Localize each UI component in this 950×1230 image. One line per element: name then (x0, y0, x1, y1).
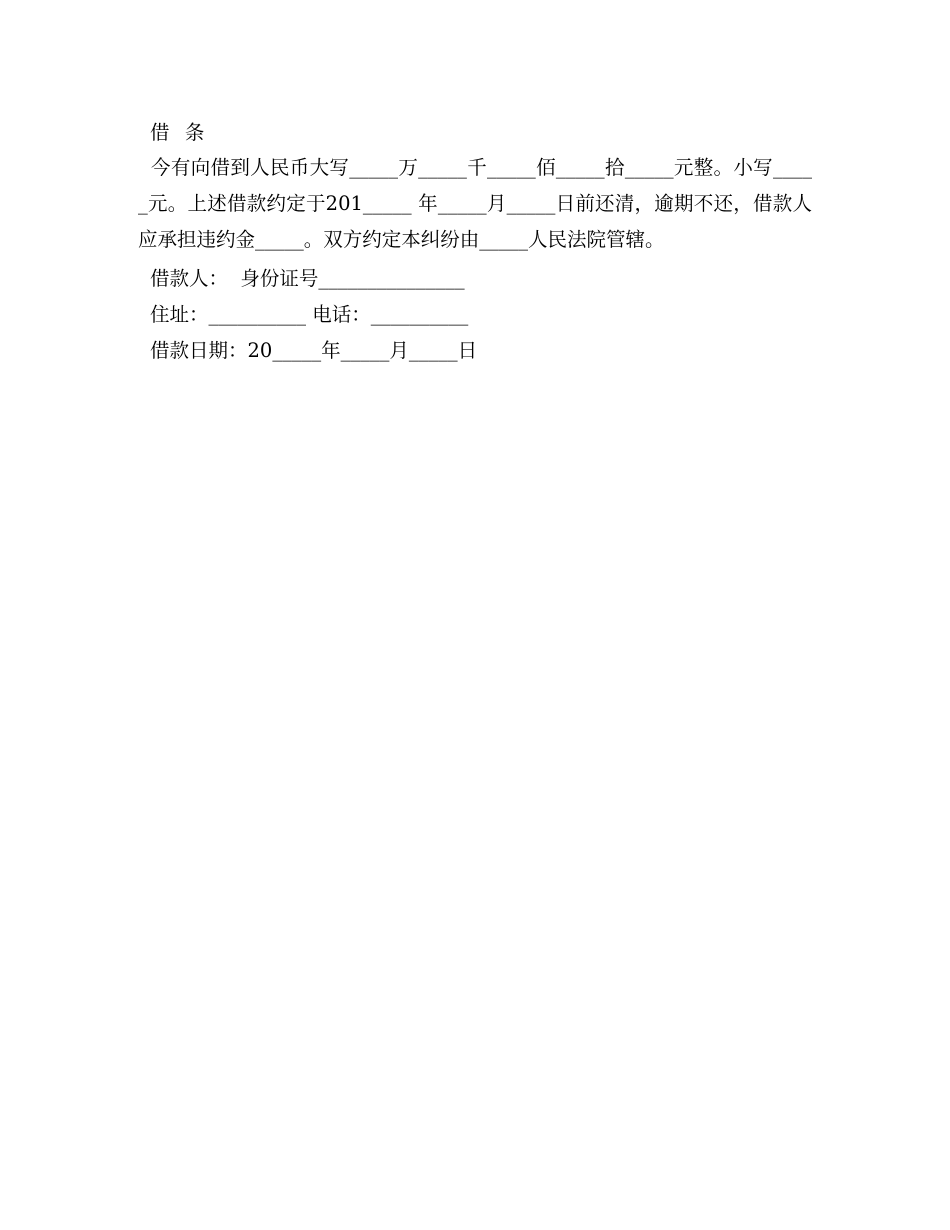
address-phone-line: 住址：__________ 电话：__________ (150, 303, 469, 326)
iou-document (138, 118, 812, 366)
borrower-id-line: 借款人： 身份证号_______________ (150, 267, 465, 290)
loan-date-line: 借款日期：20_____年_____月_____日 (150, 339, 478, 362)
document-title: 借 条 (150, 121, 206, 144)
document-body: 今有向借到人民币大写_____万_____千_____佰_____拾_____元整。小写_____元。上述借款约定于201_____ 年_____月_____日前还清，逾期不还，借款人应承担违约金_____。双方约定本纠纷由_____人民法院管辖。 (138, 156, 812, 251)
